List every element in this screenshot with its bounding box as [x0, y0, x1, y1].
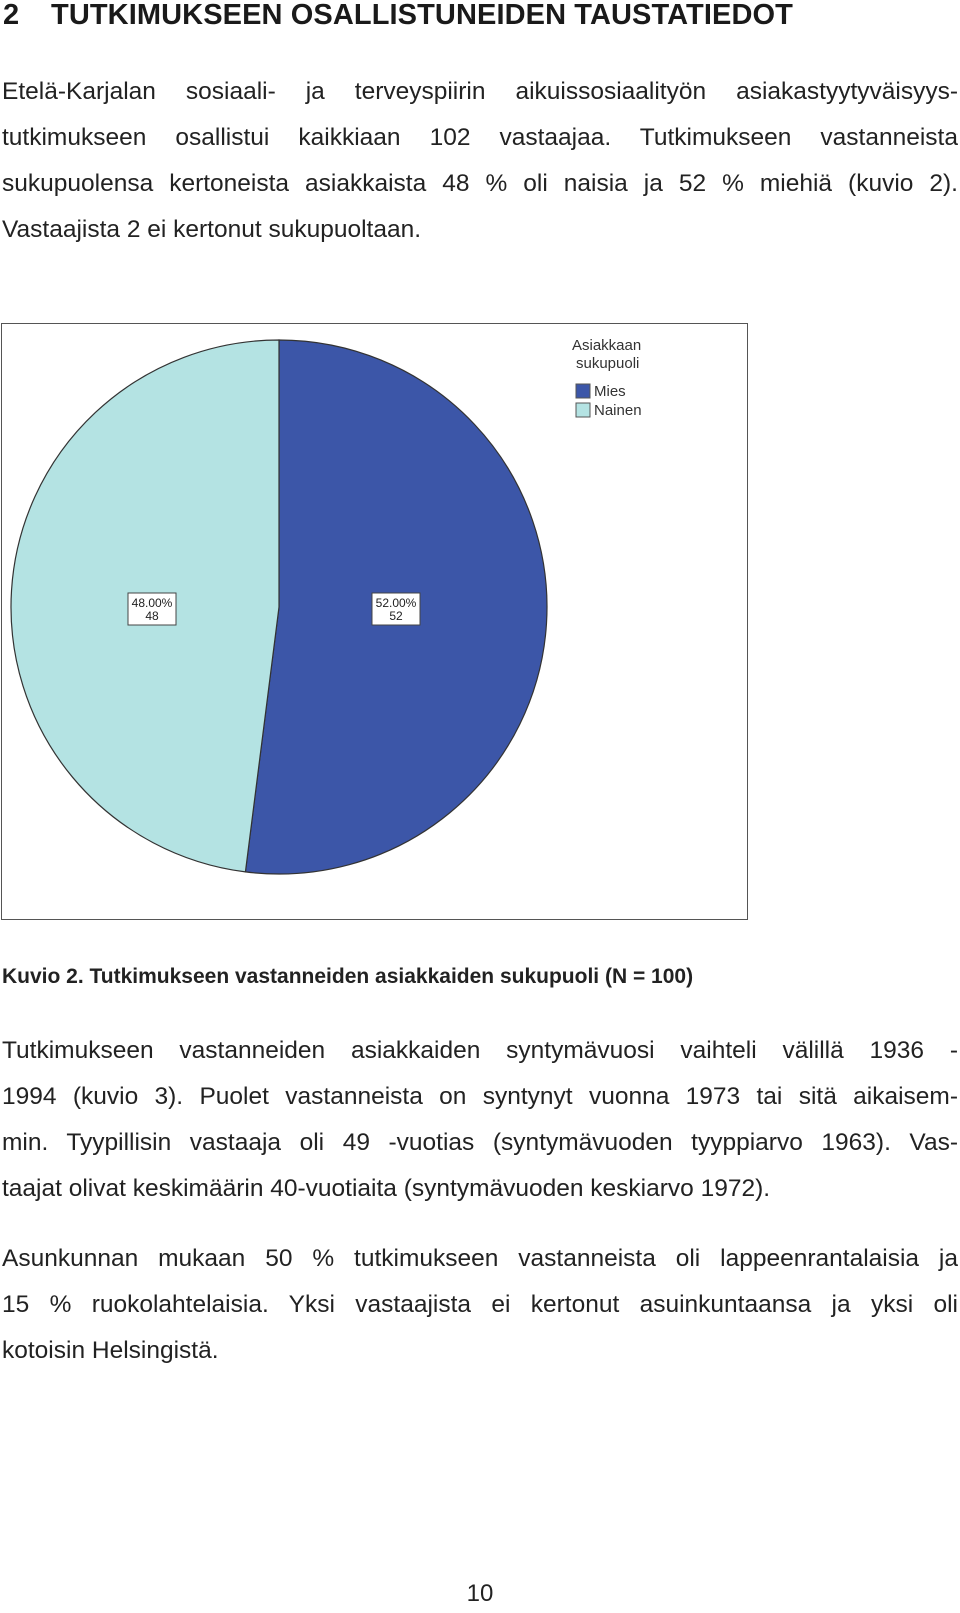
data-label-nainen	[128, 593, 176, 625]
pie-chart-figure	[1, 323, 748, 920]
page-number: 10	[466, 1580, 494, 1607]
section-heading	[3, 0, 793, 30]
paragraph-line: 15 % ruokolahtelaisia. Yksi vastaajista ei kertonut asuinkuntaansa ja yksi oli	[2, 1291, 958, 1318]
paragraph-line: Tutkimukseen vastanneiden asiakkaiden syntymävuosi vaihteli välillä 1936 -	[2, 1037, 958, 1064]
municipality-paragraph	[2, 1236, 958, 1374]
section-number: 2	[3, 0, 20, 31]
data-label-percent: 52.00%	[375, 596, 417, 610]
paragraph-line: sukupuolensa kertoneista asiakkaista 48 % oli naisia ja 52 % miehiä (kuvio 2).	[2, 170, 958, 197]
paragraph-line: taajat olivat keskimäärin 40-vuotiaita (syntymävuoden keskiarvo 1972).	[2, 1175, 771, 1202]
birth-year-paragraph	[2, 1028, 958, 1212]
data-label-count: 52	[389, 609, 403, 623]
data-label-percent: 48.00%	[131, 596, 173, 610]
legend-swatch-nainen	[576, 403, 590, 417]
figure-caption: Kuvio 2. Tutkimukseen vastanneiden asiakkaiden sukupuoli (N = 100)	[2, 965, 694, 988]
paragraph-line: Vastaajista 2 ei kertonut sukupuoltaan.	[2, 216, 422, 243]
legend-label-mies: Mies	[594, 383, 626, 400]
legend-swatch-mies	[576, 384, 590, 398]
paragraph-line: tutkimukseen osallistui kaikkiaan 102 vastaajaa. Tutkimukseen vastanneista	[2, 124, 958, 151]
legend-title-line-1: Asiakkaan	[572, 337, 642, 354]
legend-label-nainen: Nainen	[594, 402, 642, 419]
paragraph-line: Asunkunnan mukaan 50 % tutkimukseen vastanneista oli lappeenrantalaisia ja	[2, 1245, 958, 1272]
pie-chart	[2, 324, 749, 921]
intro-paragraph	[2, 69, 958, 253]
paragraph-line: min. Tyypillisin vastaaja oli 49 -vuotias (syntymävuoden tyyppiarvo 1963). Vas-	[2, 1129, 958, 1156]
section-title: TUTKIMUKSEEN OSALLISTUNEIDEN TAUSTATIEDOT	[51, 0, 793, 31]
legend-title-line-2: sukupuoli	[576, 355, 640, 372]
paragraph-line: 1994 (kuvio 3). Puolet vastanneista on syntynyt vuonna 1973 tai sitä aikaisem-	[2, 1083, 958, 1110]
paragraph-line: Etelä-Karjalan sosiaali- ja terveyspiirin aikuissosiaalityön asiakastyytyväisyys-	[2, 78, 958, 105]
data-label-count: 48	[145, 609, 159, 623]
paragraph-line: kotoisin Helsingistä.	[2, 1337, 219, 1364]
data-label-mies	[372, 593, 420, 625]
